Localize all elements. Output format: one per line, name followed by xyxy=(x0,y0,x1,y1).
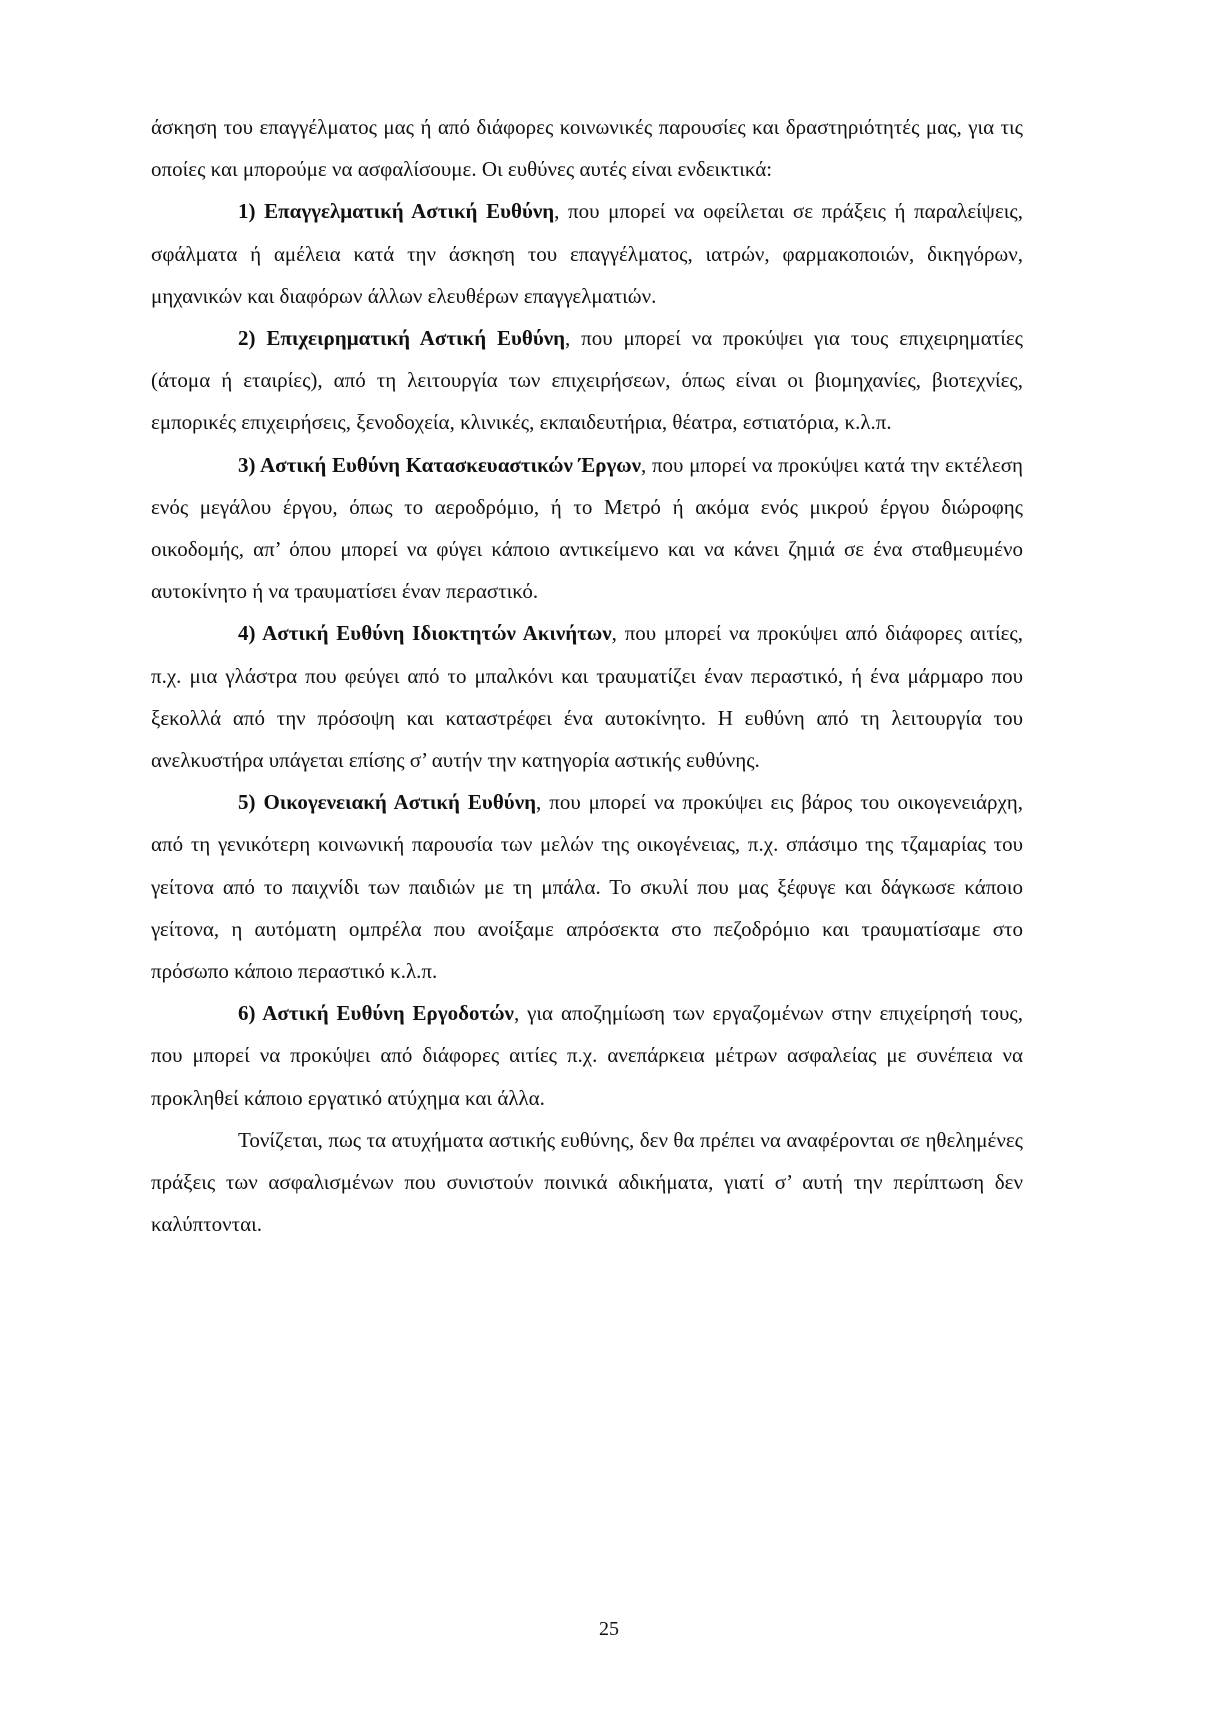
item-1-heading: 1) Επαγγελματική Αστική Ευθύνη xyxy=(238,199,555,224)
closing-paragraph: Τονίζεται, πως τα ατυχήματα αστικής ευθύνης, δεν θα πρέπει να αναφέρονται σε ηθελημένες πράξεις των ασφαλισμένων που συνιστούν ποινικά αδικήματα, γιατί σ’ αυτή την περίπτωση δεν καλύπτονται. xyxy=(151,1127,1023,1237)
item-5-text: , που μπορεί να προκύψει εις βάρος του οικογενειάρχη, από τη γενικότερη κοινωνική παρουσία των μελών της οικογένειας, π.χ. σπάσιμο της τζαμαρίας του γείτονα από το παιχνίδι των παιδιών με τη μπάλα. Το σκυλί που μας ξέφυγε και δάγκωσε κάποιο γείτονα, η αυτόματη ομπρέλα που ανοίξαμε απρόσεκτα στο πεζοδρόμιο και τραυματίσαμε στο πρόσωπο κάποιο περαστικό κ.λ.π. xyxy=(151,790,1024,984)
item-2-text: , που μπορεί να προκύψει για τους επιχειρηματίες (άτομα ή εταιρίες), από τη λειτουργία των επιχειρήσεων, όπως είναι οι βιομηχανίες, βιοτεχνίες, εμπορικές επιχειρήσεις, ξενοδοχεία, κλινικές, εκπαιδευτήρια, θέατρα, εστιατόρια, κ.λ.π. xyxy=(151,326,1023,435)
item-6-paragraph xyxy=(151,992,1023,1119)
item-5-heading: 5) Οικογενειακή Αστική Ευθύνη xyxy=(238,790,537,815)
body-text xyxy=(151,106,1023,1245)
item-2-paragraph xyxy=(151,317,1023,444)
item-5-paragraph xyxy=(151,781,1023,992)
item-3-text: , που μπορεί να προκύψει κατά την εκτέλεση ενός μεγάλου έργου, όπως το αεροδρόμιο, ή το Μετρό ή ακόμα ενός μικρού έργου διώροφης οικοδομής, απ’ όπου μπορεί να φύγει κάποιο αντικείμενο και να κάνει ζημιά σε ένα σταθμευμένο αυτοκίνητο ή να τραυματίσει έναν περαστικό. xyxy=(151,452,1023,604)
item-6-text: , για αποζημίωση των εργαζομένων στην επιχείρησή τους, που μπορεί να προκύψει από διάφορες αιτίες π.χ. ανεπάρκεια μέτρων ασφαλείας με συνέπεια να προκληθεί κάποιο εργατικό ατύχημα και άλλα. xyxy=(151,1001,1023,1110)
item-2-heading: 2) Επιχειρηματική Αστική Ευθύνη xyxy=(238,326,566,351)
item-4-heading: 4) Αστική Ευθύνη Ιδιοκτητών Ακινήτων xyxy=(238,621,612,646)
intro-paragraph: άσκηση του επαγγέλματος μας ή από διάφορες κοινωνικές παρουσίες και δραστηριότητές μας, για τις οποίες και μπορούμε να ασφαλίσουμε. Οι ευθύνες αυτές είναι ενδεικτικά: xyxy=(151,115,1023,182)
item-1-text: , που μπορεί να οφείλεται σε πράξεις ή παραλείψεις, σφάλματα ή αμέλεια κατά την άσκηση του επαγγέλματος, ιατρών, φαρμακοποιών, δικηγόρων, μηχανικών και διαφόρων άλλων ελευθέρων επαγγελματιών. xyxy=(151,199,1023,308)
item-3-paragraph xyxy=(151,444,1023,613)
item-4-text: , που μπορεί να προκύψει από διάφορες αιτίες, π.χ. μια γλάστρα που φεύγει από το μπαλκόνι και τραυματίζει έναν περαστικό, ή ένα μάρμαρο που ξεκολλά από την πρόσοψη και καταστρέφει ένα αυτοκίνητο. Η ευθύνη από τη λειτουργία του ανελκυστήρα υπάγεται επίσης σ’ αυτήν την κατηγορία αστικής ευθύνης. xyxy=(151,621,1023,773)
item-1-paragraph xyxy=(151,190,1023,317)
item-6-heading: 6) Αστική Ευθύνη Εργοδοτών xyxy=(238,1001,514,1026)
item-3-heading: 3) Αστική Ευθύνη Κατασκευαστικών Έργων xyxy=(238,452,642,477)
page-number: 25 xyxy=(599,1618,619,1640)
item-4-paragraph xyxy=(151,612,1023,781)
